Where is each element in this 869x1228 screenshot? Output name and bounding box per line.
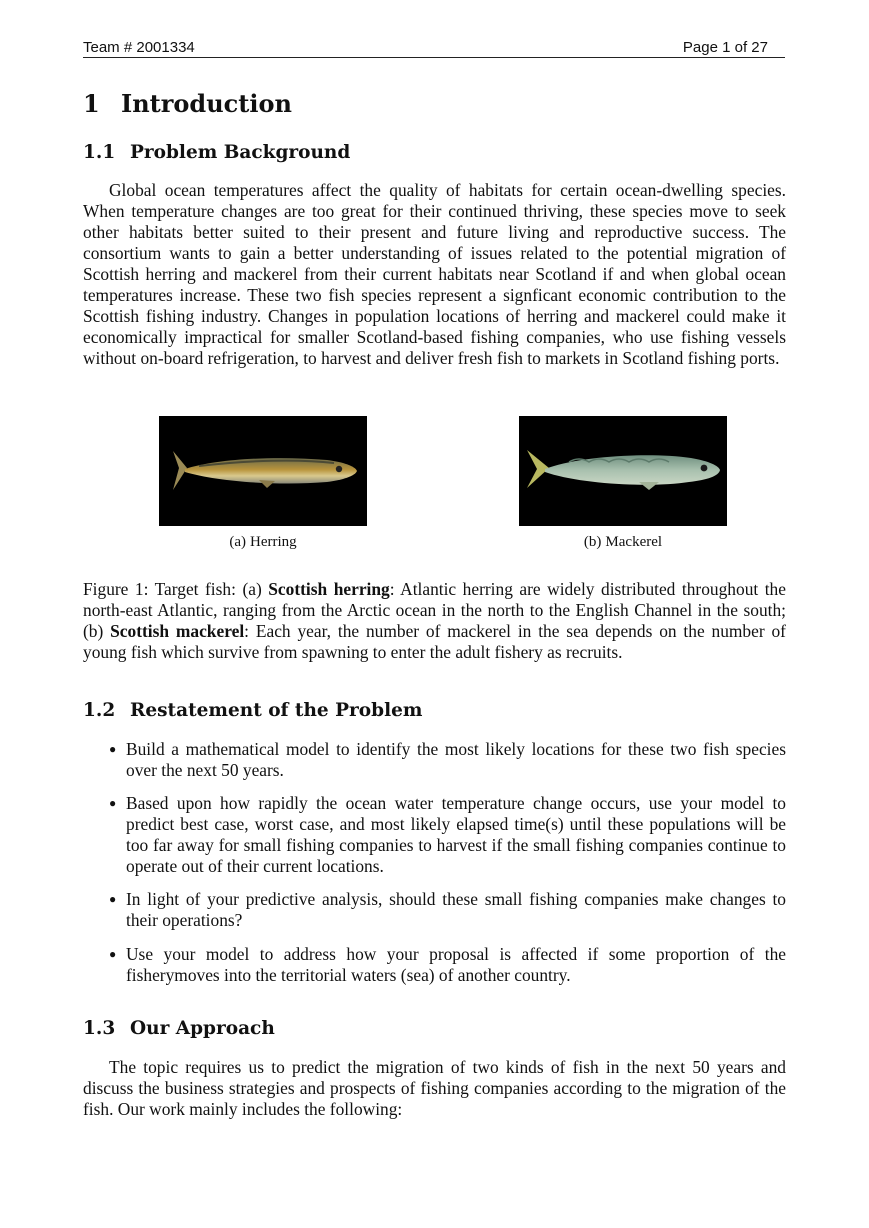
- subcaption-tag: (a): [229, 534, 246, 550]
- caption-bold-herring: Scottish herring: [268, 579, 390, 599]
- subcaption-tag: (b): [583, 534, 602, 550]
- subsection-title-background: [83, 141, 350, 165]
- subsection-title-approach: [83, 1017, 275, 1041]
- bullet-text: Use your model to address how your proposal is affected if some proportion of the fisherymoves into the territorial waters (sea) of another country.: [126, 944, 786, 985]
- bullet-text: In light of your predictive analysis, should these small fishing companies make changes to their operations?: [126, 889, 786, 930]
- subsection-number: 1.3: [83, 1018, 116, 1039]
- herring-subcaption: [159, 533, 367, 551]
- mackerel-image: [519, 416, 727, 526]
- subsection-title-text: Our Approach: [130, 1018, 275, 1039]
- subsection-title-text: Restatement of the Problem: [130, 700, 423, 721]
- caption-text-mackerel: : Each year, the number of mackerel in the sea depends on the number of young fish which survive from spawning to enter the adult fishery as recruits.: [83, 621, 786, 662]
- section-title-text: Introduction: [121, 89, 292, 118]
- subsection-number: 1.1: [83, 142, 116, 163]
- list-item: ● Use your model to address how your proposal is affected if some proportion of the fisherymoves into the territorial waters (sea) of another country.: [109, 944, 786, 985]
- caption-prefix: Figure 1: Target fish: (a): [83, 579, 269, 599]
- list-item: ● Build a mathematical model to identify the most likely locations for these two fish species over the next 50 years.: [109, 739, 786, 780]
- list-item: ● In light of your predictive analysis, should these small fishing companies make changes to their operations?: [109, 889, 786, 930]
- herring-image: [159, 416, 367, 526]
- running-header: [83, 38, 785, 58]
- page-number: Page 1 of 27: [682, 39, 768, 56]
- section-number: 1: [83, 89, 100, 118]
- mackerel-subcaption: [519, 533, 727, 551]
- approach-paragraph: The topic requires us to predict the migration of two kinds of fish in the next 50 years and discuss the business strategies and prospects of fishing companies according to the migration of the fish. Our work mainly includes the following:: [83, 1057, 786, 1119]
- list-item: ● Based upon how rapidly the ocean water temperature change occurs, use your model to predict best case, worst case, and most likely elapsed time(s) until these populations will be too far away for small fishing companies to harvest if the small fishing companies continue to operate out of their current locations.: [109, 793, 786, 876]
- caption-text-herring: : Atlantic herring are widely distributed throughout the north-east Atlantic, ranging from the Arctic ocean in the north to the English Channel in the south; (b): [83, 579, 786, 641]
- subsection-title-text: Problem Background: [130, 142, 351, 163]
- subcaption-label: Mackerel: [605, 534, 663, 550]
- mackerel-fish-icon: [519, 416, 727, 526]
- bullet-text: Based upon how rapidly the ocean water temperature change occurs, use your model to predict best case, worst case, and most likely elapsed time(s) until these populations will be too far away for small fishing companies to harvest if the small fishing companies continue to operate out of their current locations.: [126, 793, 786, 876]
- subsection-number: 1.2: [83, 700, 116, 721]
- bullet-text: Build a mathematical model to identify the most likely locations for these two fish species over the next 50 years.: [126, 739, 786, 780]
- herring-fish-icon: [159, 416, 367, 526]
- team-number: Team # 2001334: [83, 39, 195, 56]
- background-paragraph: Global ocean temperatures affect the quality of habitats for certain ocean-dwelling species. When temperature changes are too great for their continued thriving, these species move to seek other habitats better suited to their present and future living and reproductive success. The consortium wants to gain a better understanding of issues related to the potential migration of Scottish herring and mackerel from their current habitats near Scotland if and when global ocean temperatures increase. These two fish species represent a signficant economic contribution to the Scottish fishing industry. Changes in population locations of herring and mackerel could make it economically impractical for smaller Scotland-based fishing companies, who use fishing vessels without on-board refrigeration, to harvest and deliver fresh fish to markets in Scotland fishing ports.: [83, 180, 786, 368]
- subsection-title-restatement: [83, 699, 422, 723]
- subcaption-label: Herring: [250, 534, 297, 550]
- caption-bold-mackerel: Scottish mackerel: [110, 621, 245, 641]
- figure-caption: [83, 579, 786, 663]
- section-title: [83, 88, 292, 120]
